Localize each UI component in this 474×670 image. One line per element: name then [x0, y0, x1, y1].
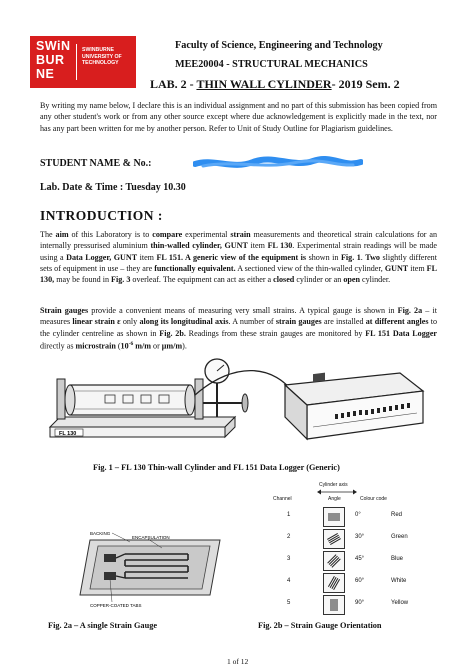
orientation-row — [265, 594, 425, 616]
column-colour-code: Colour code — [360, 496, 387, 502]
label-copper-coated-tabs: COPPER-COATED TABS — [90, 603, 142, 608]
intro-paragraph-strain-gauges: Strain gauges provide a convenient means of measuring very small strains. A typical gauge is shown in Fig. 2a – it measures linear strain ε only along its longitudinal axis. A number of strain gauges are installed at different angles to the cylinder centreline as shown in Fig. 2b. Readings from these strain gauges are monitored by FL 151 Data Logger directly as microstrain ($10^{-6}$ m/m or μm/m). — [40, 306, 438, 351]
gauge-orientation-icon — [323, 507, 345, 527]
label-encapsulation: ENCAPSULATION — [132, 535, 170, 540]
student-name-label: STUDENT NAME & No.: — [40, 158, 152, 169]
channel-number: 3 — [287, 556, 291, 562]
swinburne-logo — [30, 36, 136, 88]
channel-number: 5 — [287, 600, 291, 606]
declaration-text: By writing my name below, I declare this is an individual assignment and no part of this submission has been copied from any other student's work or from any other source except where due acknowledgement is explicitly made in the text, nor has any part been written for me by another person. Refer to Unit of Study Outline for Plagiarism guidelines. — [40, 101, 437, 133]
channel-number: 1 — [287, 512, 291, 518]
fig2b-orientation-table — [265, 480, 435, 615]
colour-code: Green — [391, 534, 408, 540]
logo-wordmark: SWiN BUR NE — [36, 39, 71, 81]
gauge-angle: 30° — [355, 534, 365, 540]
fig1-equipment-illustration — [45, 355, 425, 455]
orientation-row — [265, 550, 425, 572]
column-channel: Channel — [273, 496, 292, 502]
fig2a-strain-gauge-illustration — [70, 530, 225, 610]
gauge-orientation-icon — [323, 551, 345, 571]
orientation-row — [265, 528, 425, 550]
introduction-heading: INTRODUCTION : — [40, 208, 163, 223]
fig2b-caption: Fig. 2b – Strain Gauge Orientation — [258, 621, 382, 630]
colour-code: Yellow — [391, 600, 409, 606]
fl130-plate-label: FL 130 — [59, 431, 77, 437]
gauge-angle: 90° — [355, 600, 365, 606]
page-number: 1 of 12 — [227, 657, 249, 666]
fig2a-caption: Fig. 2a – A single Strain Gauge — [48, 621, 158, 630]
gauge-angle: 0° — [355, 512, 361, 518]
gauge-angle: 60° — [355, 578, 365, 584]
redacted-name-scribble — [193, 156, 363, 172]
orientation-row — [265, 572, 425, 594]
orientation-row — [265, 506, 425, 528]
gauge-orientation-icon — [323, 529, 345, 549]
logo-university-name: SWINBURNE UNIVERSITY OF TECHNOLOGY — [82, 47, 122, 67]
faculty-heading: Faculty of Science, Engineering and Technology — [175, 40, 383, 51]
channel-number: 4 — [287, 578, 291, 584]
column-angle: Angle — [328, 496, 341, 502]
cylinder-axis-label: Cylinder axis — [319, 482, 348, 488]
colour-code: White — [391, 578, 407, 584]
colour-code: Red — [391, 512, 403, 518]
fig1-caption: Fig. 1 – FL 130 Thin-wall Cylinder and FL 151 Data Logger (Generic) — [93, 463, 340, 472]
intro-paragraph-aim: The aim of this Laboratory is to compare experimental strain measurements and theoretical strain calculations for an internally pressurised aluminium thin-walled cylinder, GUNT item FL 130. Experimental strain readings will be made using a Data Logger, GUNT item FL 151. A generic view of the equipment is shown in Fig. 1. Two slightly different sets of equipment in use – they are functionally equivalent. A sectioned view of the thin-walled cylinder, GUNT item FL 130, may be found in Fig. 3 overleaf. The equipment can act as either a closed cylinder or an open cylinder. — [40, 230, 438, 285]
lab-date-time: Lab. Date & Time : Tuesday 10.30 — [40, 182, 186, 193]
gauge-angle: 45° — [355, 556, 365, 562]
course-code: MEE20004 - STRUCTURAL MECHANICS — [175, 59, 368, 70]
gauge-orientation-icon — [323, 595, 345, 615]
channel-number: 2 — [287, 534, 291, 540]
gauge-orientation-icon — [323, 573, 345, 593]
lab-title: LAB. 2 - THIN WALL CYLINDER- 2019 Sem. 2 — [150, 77, 400, 91]
cylinder-axis-arrow-icon — [317, 489, 357, 495]
colour-code: Blue — [391, 556, 404, 562]
label-backing: BACKING — [90, 531, 111, 536]
